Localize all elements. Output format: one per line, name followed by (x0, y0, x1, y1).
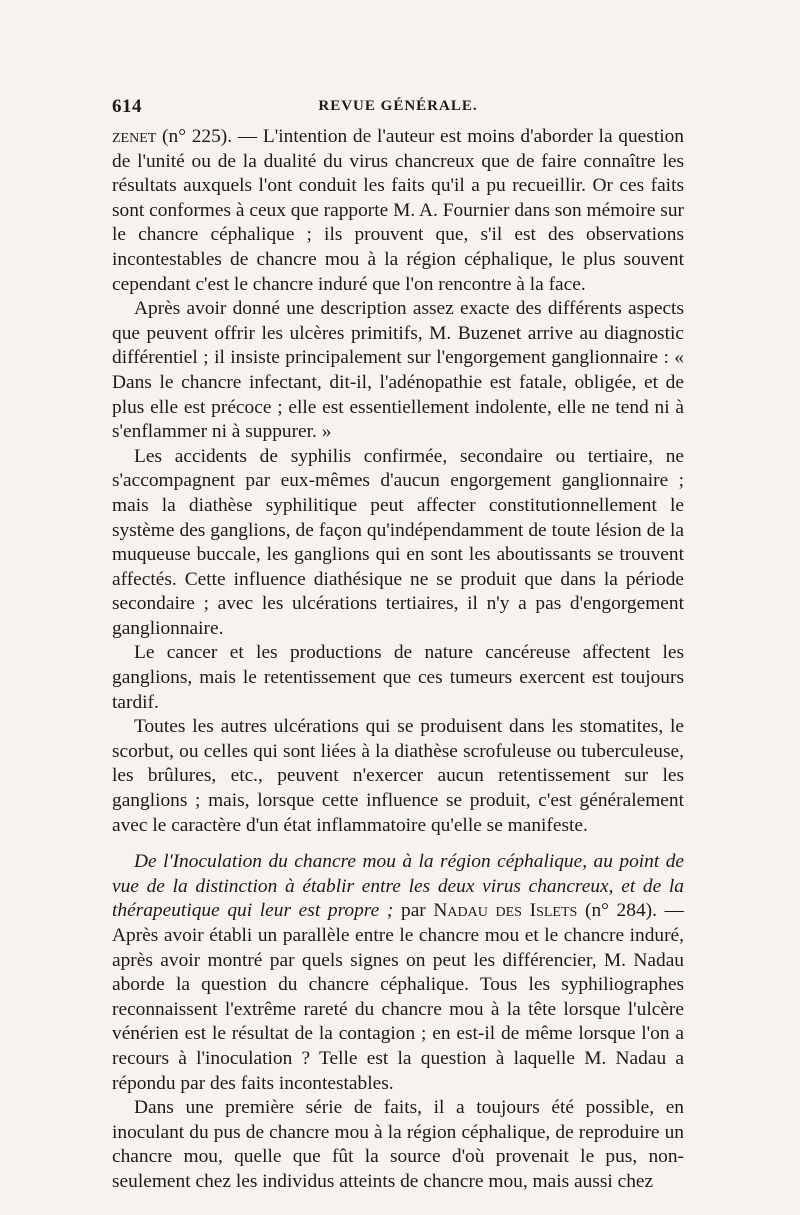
running-title: REVUE GÉNÉRALE. (318, 98, 478, 114)
section-gap (112, 838, 684, 850)
paragraph-text: (n° 225). — L'intention de l'auteur est moins d'aborder la question de l'unité ou de la dualité du virus chancreux que de faire connaître les résultats auxquels l'ont conduit les faits qu'il a pu recueillir. Or ces faits sont conformes à ceux que rapporte M. A. Fournier dans son mémoire sur le chancre céphalique ; ils prouvent que, s'il est des observations incontestables de chancre mou à la région céphalique, le plus souvent cependant c'est le chancre induré que l'on rencontre à la face. (112, 126, 684, 295)
work-title: De l'Inoculation du chancre mou à la région céphalique, au point de vue de la distinction à établir entre les deux virus chancreux, et de la thérapeutique qui leur est propre ; (112, 851, 684, 922)
bibliography-entry (112, 850, 684, 1096)
paragraph-5: Toutes les autres ulcérations qui se produisent dans les stomatites, le scorbut, ou celles qui sont liées à la diathèse scrofuleuse ou tuberculeuse, les brûlures, etc., peuvent n'exercer aucun retentissement sur les ganglions ; mais, lorsque cette influence se produit, c'est généralement avec le caractère d'un état inflammatoire qu'elle se manifeste. (112, 716, 684, 836)
paragraph-2: Après avoir donné une description assez exacte des différents aspects que peuvent offrir les ulcères primitifs, M. Buzenet arrive au diagnostic différentiel ; il insiste principalement sur l'engorgement ganglionnaire : « Dans le chancre infectant, dit-il, l'adénopathie est fatale, obligée, et de plus elle est précoce ; elle est essentiellement indolente, elle ne tend ni à s'enflammer ni à suppurer. » (112, 298, 684, 443)
author-name-tail: zenet (112, 126, 157, 147)
by-word: par (393, 900, 434, 922)
paragraph-1 (112, 125, 684, 297)
body-text (112, 125, 684, 1195)
page-header (112, 96, 684, 120)
author-name: Nadau des Islets (433, 900, 578, 922)
paragraph-text: (n° 284). — Après avoir établi un parallèle entre le chancre mou et le chancre induré, après avoir montré par quels signes on peut les différencier, M. Nadau aborde la question du chancre céphalique. Tous les syphiliographes reconnaissent l'extrême rareté du chancre mou à la tête lorsque l'ulcère vénérien est le résultat de la contagion ; en est-il de même lorsque l'on a recours à l'inoculation ? Telle est la question à laquelle M. Nadau a répondu par des faits incontestables. (112, 900, 684, 1094)
paragraph-7: Dans une première série de faits, il a toujours été possible, en inoculant du pus de chancre mou à la région céphalique, de reproduire un chancre mou, quelle que fût la source d'où provenait le pus, non-seulement chez les individus atteints de chancre mou, mais aussi chez (112, 1097, 684, 1192)
paragraph-4: Le cancer et les productions de nature cancéreuse affectent les ganglions, mais le retentissement que ces tumeurs exercent est toujours tardif. (112, 642, 684, 713)
page-number: 614 (112, 96, 142, 117)
paragraph-3: Les accidents de syphilis confirmée, secondaire ou tertiaire, ne s'accompagnent par eux-mêmes d'aucun engorgement ganglionnaire ; mais la diathèse syphilitique peut affecter constitutionnellement le système des ganglions, de façon qu'indépendamment de toute lésion de la muqueuse buccale, les ganglions qui en sont les aboutissants se trouvent affectés. Cette influence diathésique ne se produit que dans la période secondaire ; avec les ulcérations tertiaires, il n'y a pas d'engorgement ganglionnaire. (112, 445, 684, 639)
